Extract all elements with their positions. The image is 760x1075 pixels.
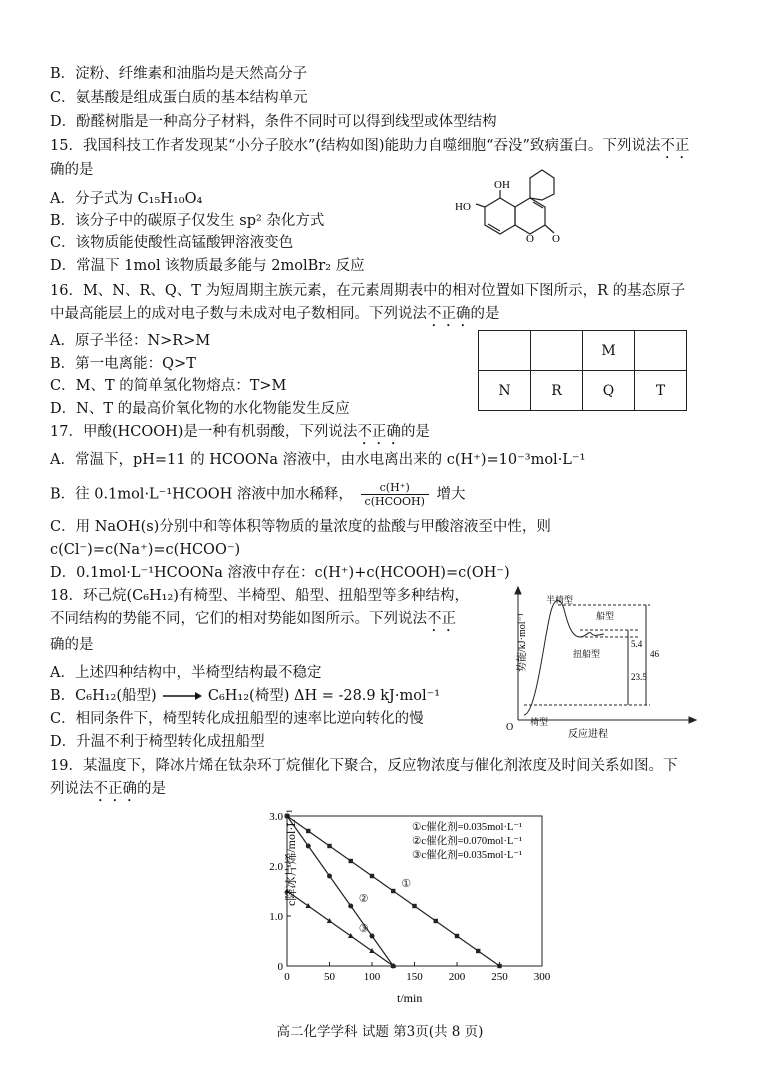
y-tick-label: 0 — [277, 961, 283, 973]
data-point — [370, 874, 374, 878]
label-boat: 船型 — [596, 611, 615, 621]
q14-option-b: B．淀粉、纤维素和油脂均是天然高分子 — [50, 66, 308, 82]
data-point — [348, 904, 353, 909]
x-tick-label: 300 — [533, 971, 551, 983]
y-tick-label: 1.0 — [269, 911, 283, 923]
data-point — [306, 844, 311, 849]
legend-entry: ③c催化剂=0.035mol·L⁻¹ — [412, 850, 523, 861]
q16-option-c: C．M、T 的简单氢化物熔点：T>M — [50, 378, 287, 394]
q17-option-c: C．用 NaOH(s)分别中和等体积等物质的量浓度的盐酸与甲酸溶液至中性，则 — [50, 519, 551, 535]
q18-stem: 18．环己烷(C₆H₁₂)有椅型、半椅型、船型、扭船型等多种结构， — [50, 588, 469, 604]
value-twist-boat: 23.5 — [631, 672, 647, 682]
pt-cell — [531, 331, 583, 371]
data-point — [369, 948, 375, 953]
label-twist-boat: 扭船型 — [573, 649, 601, 659]
x-tick-label: 150 — [406, 971, 423, 983]
data-point — [476, 949, 480, 953]
series-line-2 — [287, 816, 393, 966]
pt-cell: T — [635, 371, 687, 411]
periodic-table-fragment — [478, 330, 687, 411]
energy-ylabel: 势能/kJ·mol⁻¹ — [517, 613, 528, 672]
q16-option-a: A．原子半径：N>R>M — [50, 333, 211, 349]
data-point — [434, 919, 438, 923]
energy-diagram — [488, 585, 710, 740]
energy-origin: O — [506, 722, 514, 733]
reaction-arrow-icon — [161, 691, 203, 701]
pt-cell: Q — [583, 371, 635, 411]
data-point — [497, 964, 501, 968]
pt-cell: N — [479, 371, 531, 411]
data-point — [412, 904, 416, 908]
q17-option-b: B．往 0.1mol·L⁻¹HCOOH 溶液中加水稀释， c(H⁺) c(HCOOH) 增大 — [50, 481, 466, 508]
pt-cell — [479, 331, 531, 371]
data-point — [305, 903, 311, 908]
pt-cell: M — [583, 331, 635, 371]
value-half-chair: 46 — [650, 649, 659, 659]
x-tick-label: 50 — [324, 971, 335, 983]
series-label: ① — [401, 878, 412, 890]
x-tick-label: 200 — [448, 971, 466, 983]
series-line-3 — [287, 891, 393, 966]
data-point — [370, 934, 375, 939]
q18-option-a: A．上述四种结构中，半椅型结构最不稳定 — [50, 665, 322, 681]
q15-option-c: C．该物质能使酸性高锰酸钾溶液变色 — [50, 235, 294, 251]
q19-stem: 19．某温度下，降冰片烯在钛杂环丁烷催化下聚合，反应物浓度与催化剂浓度及时间关系如图。下 — [50, 758, 678, 774]
label-chair: 椅型 — [530, 717, 549, 727]
q15-option-d: D．常温下 1mol 该物质最多能与 2molBr₂ 反应 — [50, 258, 365, 274]
q17-stem: 17．甲酸(HCOOH)是一种有机弱酸，下列说法不正确的是 — [50, 424, 430, 440]
q18-option-c: C．相同条件下，椅型转化成扭船型的速率比逆向转化的慢 — [50, 711, 424, 727]
energy-xlabel: 反应进程 — [568, 729, 608, 740]
q16-option-b: B．第一电离能：Q>T — [50, 356, 196, 372]
chart-ylabel: c降冰片烯/mol·L⁻¹ — [284, 809, 298, 906]
data-point — [391, 889, 395, 893]
y-tick-label: 3.0 — [269, 811, 283, 823]
pt-cell — [635, 331, 687, 371]
series-label: ② — [358, 893, 369, 905]
data-point — [348, 933, 354, 938]
q14-option-d: D．酚醛树脂是一种高分子材料，条件不同时可以得到线型或体型结构 — [50, 114, 497, 130]
data-point — [327, 918, 333, 923]
concentration-chart — [242, 808, 562, 1008]
x-tick-label: 250 — [491, 971, 508, 983]
q17-option-d: D．0.1mol·L⁻¹HCOONa 溶液中存在：c(H⁺)+c(HCOOH)=c(OH⁻) — [50, 565, 510, 581]
molecule-structure — [450, 162, 560, 262]
data-point — [349, 859, 353, 863]
q15-stem: 15．我国科技工作者发现某“小分子胶水”(结构如图)能助力自噬细胞“吞没”致病蛋白。下列说法不正 — [50, 138, 690, 154]
q16-stem-cont: 中最高能层上的成对电子数与未成对电子数相同。下列说法不正确的是 — [50, 306, 500, 322]
y-tick-label: 2.0 — [269, 861, 283, 873]
data-point — [306, 829, 310, 833]
q16-stem: 16．M、N、R、Q、T 为短周期主族元素，在元素周期表中的相对位置如下图所示，R 的基态原子 — [50, 283, 686, 299]
value-boat-gap: 5.4 — [631, 639, 643, 649]
q17-option-c-cont: c(Cl⁻)=c(Na⁺)=c(HCOO⁻) — [50, 542, 241, 558]
fraction-numerator: c(H⁺) — [361, 481, 429, 495]
carbonyl-o-label: O — [552, 233, 560, 245]
data-point — [455, 934, 459, 938]
q16-option-d: D．N、T 的最高价氧化物的水化物能发生反应 — [50, 401, 350, 417]
q15-stem-cont: 确的是 — [50, 162, 94, 178]
q18-stem-cont2: 确的是 — [50, 637, 94, 653]
q18-option-b: B．C₆H₁₂(船型) C₆H₁₂(椅型) ΔH = -28.9 kJ·mol⁻¹ — [50, 688, 441, 704]
x-tick-label: 100 — [363, 971, 381, 983]
label-half-chair: 半椅型 — [546, 595, 574, 605]
q14-option-c: C．氨基酸是组成蛋白质的基本结构单元 — [50, 90, 308, 106]
q19-stem-cont: 列说法不正确的是 — [50, 781, 166, 797]
fraction-denominator: c(HCOOH) — [364, 495, 425, 508]
chart-xlabel: t/min — [397, 991, 423, 1005]
q18-option-d: D．升温不利于椅型转化成扭船型 — [50, 734, 265, 750]
pt-cell: R — [531, 371, 583, 411]
ho-label: HO — [455, 201, 471, 213]
x-tick-label: 0 — [284, 971, 290, 983]
oh-label: OH — [494, 179, 510, 191]
page-footer: 高二化学学科 试题 第3页(共 8 页) — [276, 1024, 484, 1040]
q18-stem-cont: 不同结构的势能不同，它们的相对势能如图所示。下列说法不正 — [50, 611, 456, 627]
series-label: ③ — [358, 923, 369, 935]
data-point — [327, 844, 331, 848]
q15-option-a: A．分子式为 C₁₅H₁₀O₄ — [50, 191, 203, 207]
ring-o-label: O — [526, 233, 534, 245]
data-point — [327, 874, 332, 879]
q15-option-b: B．该分子中的碳原子仅发生 sp² 杂化方式 — [50, 213, 325, 229]
legend-entry: ②c催化剂=0.070mol·L⁻¹ — [412, 836, 523, 847]
q17-option-a: A．常温下，pH=11 的 HCOONa 溶液中，由水电离出来的 c(H⁺)=10⁻³mol·L⁻¹ — [50, 452, 586, 468]
legend-entry: ①c催化剂=0.035mol·L⁻¹ — [412, 822, 523, 833]
